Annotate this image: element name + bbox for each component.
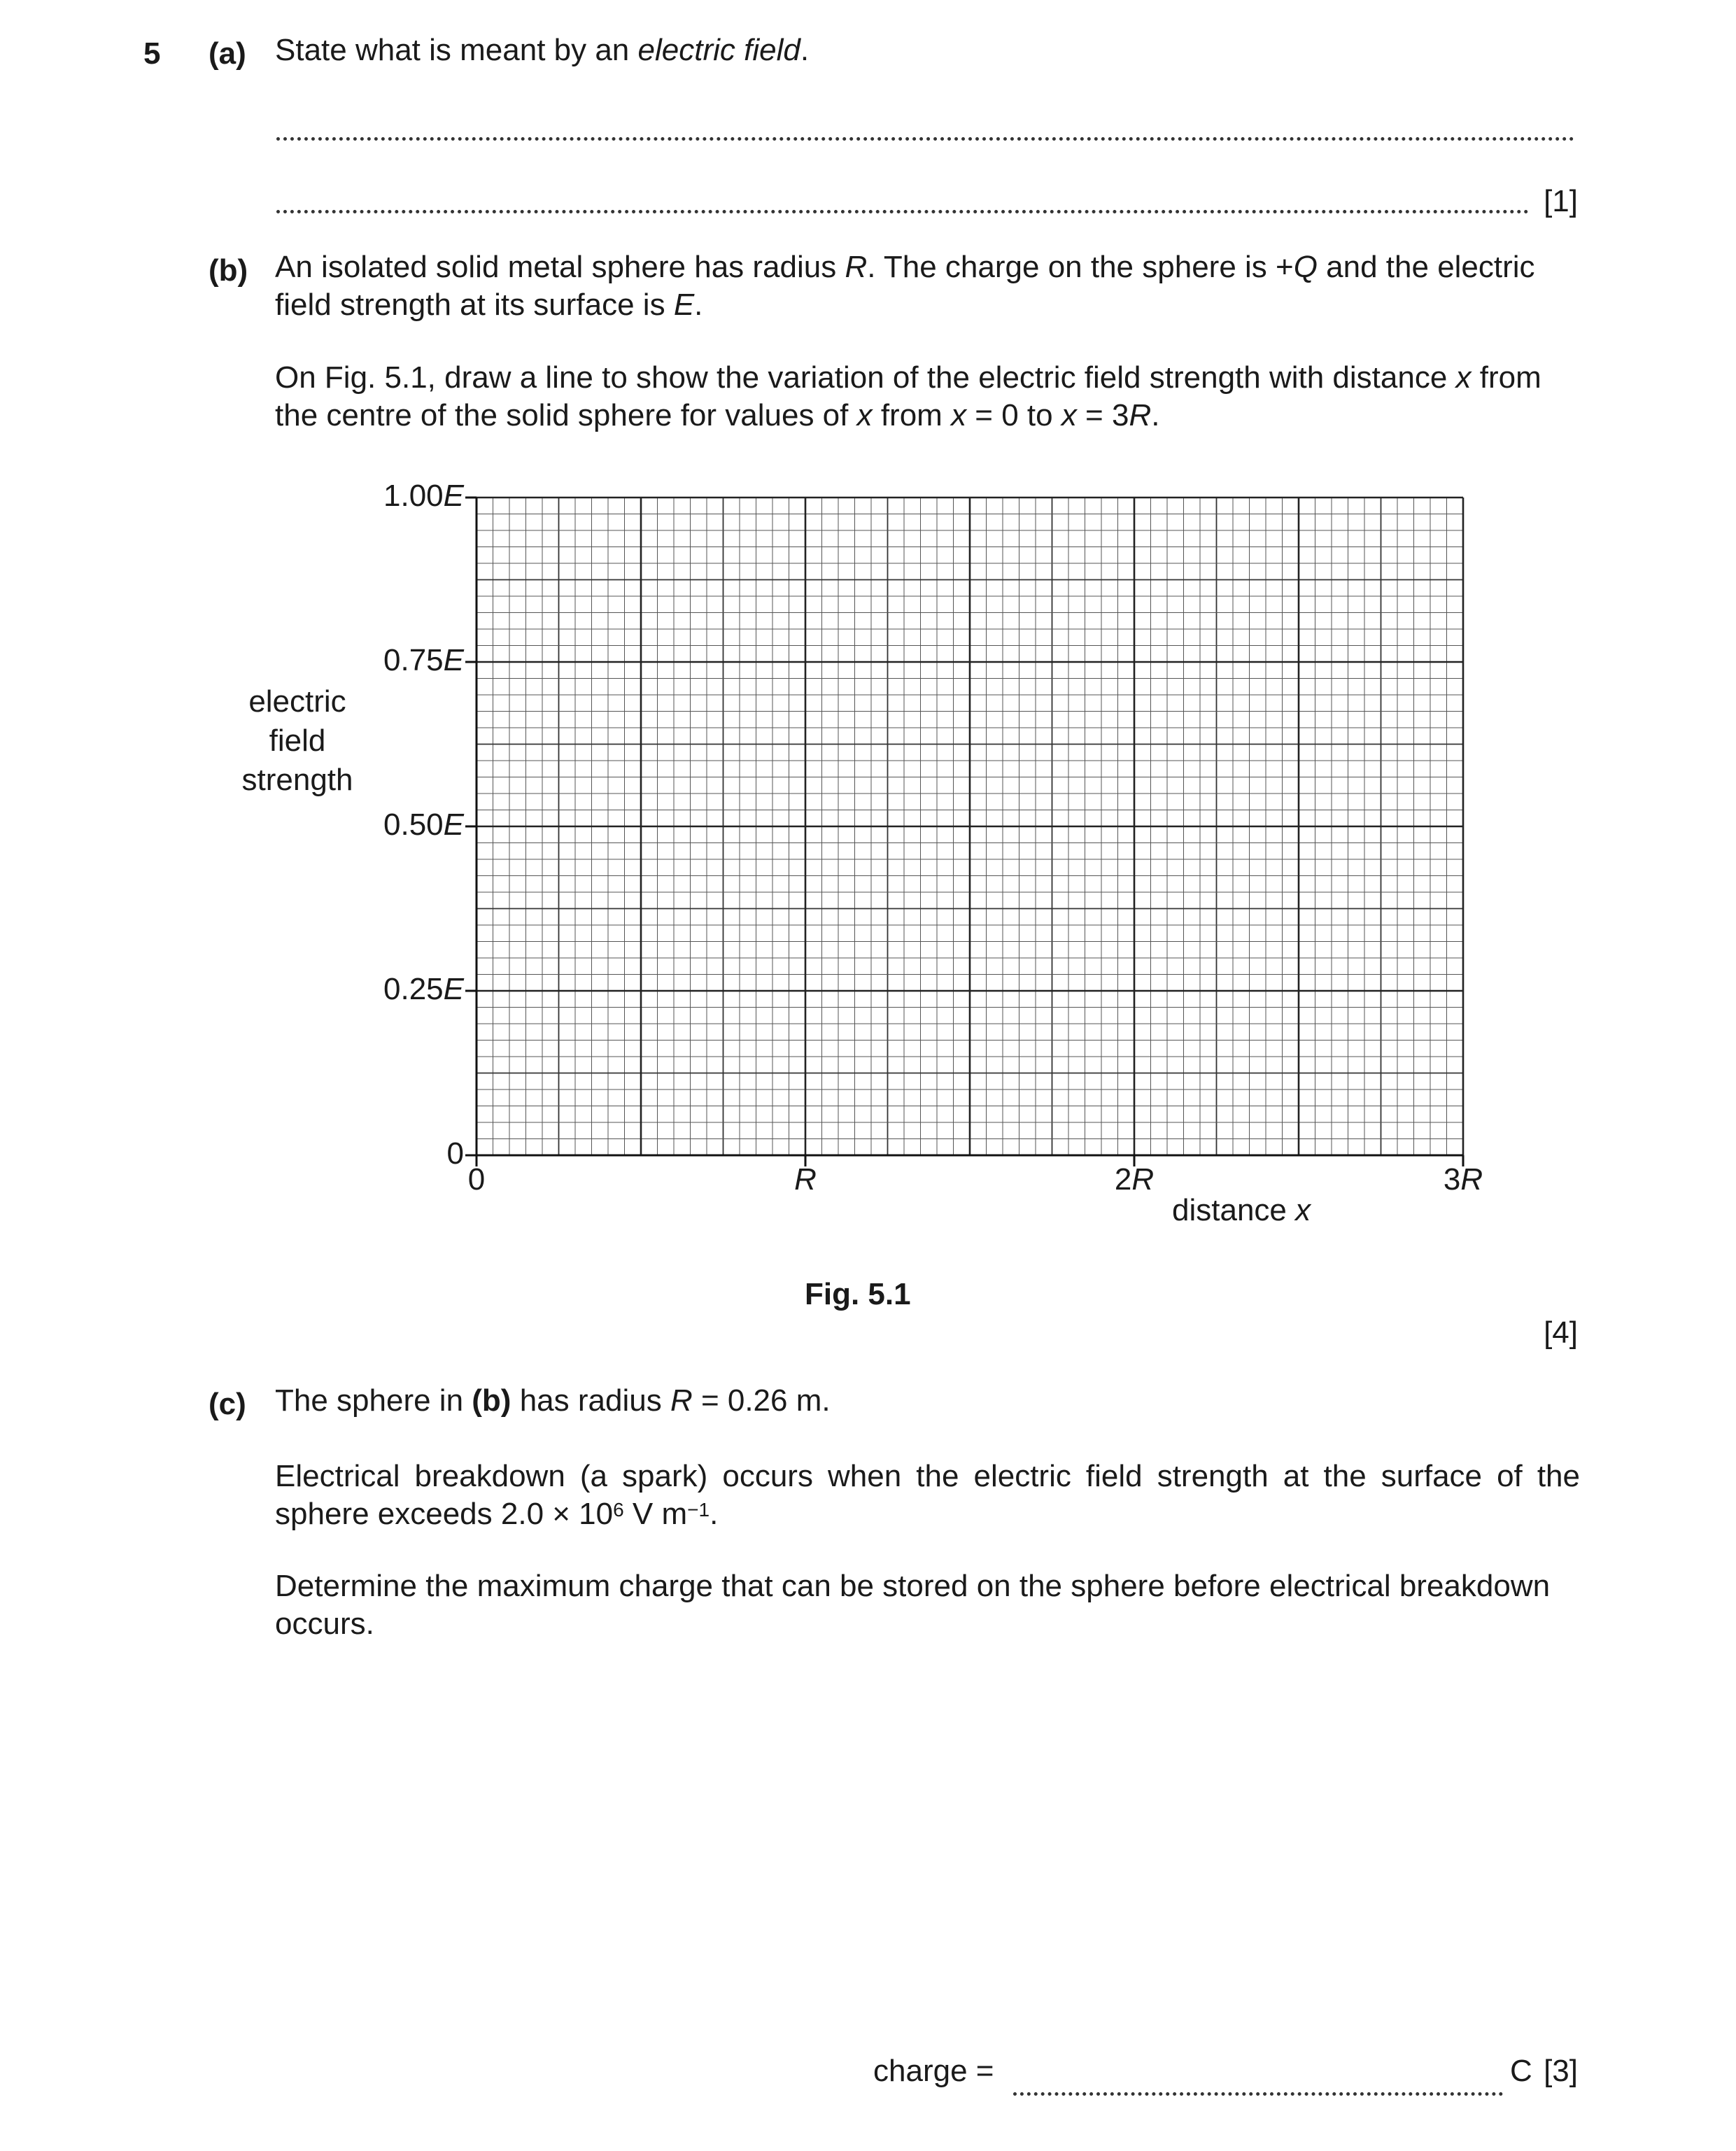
symbol-x: x (1455, 360, 1472, 395)
x-tick-value: 3 (1443, 1162, 1461, 1197)
part-c-task (275, 1567, 1580, 1643)
part-c-breakdown-line-2 (275, 1495, 1580, 1533)
text-segment: the centre of the solid sphere for values of (275, 398, 857, 432)
part-a-prompt-end: . (800, 33, 810, 67)
text-segment: sphere exceeds 2.0 × 10 (275, 1497, 614, 1531)
x-tick-value: 2 (1114, 1162, 1132, 1197)
part-b-label: (b) (209, 253, 248, 288)
text-segment: from (872, 398, 952, 432)
text-segment: An isolated solid metal sphere has radius (275, 250, 845, 284)
text-segment: V m (623, 1497, 688, 1531)
symbol-E: E (673, 288, 695, 322)
text-segment: On Fig. 5.1, draw a line to show the variation of the electric field strength with distance (275, 360, 1456, 395)
x-axis-title (1172, 1193, 1311, 1228)
symbol-R: R (845, 250, 868, 284)
part-c-task-line-2: occurs. (275, 1607, 374, 1641)
text-segment: = 0 to (966, 398, 1061, 432)
y-axis-title-line: strength (241, 763, 353, 797)
x-tick-label (763, 1162, 847, 1197)
answer-label: charge = (873, 2054, 994, 2088)
symbol-E: E (443, 972, 464, 1006)
part-a-prompt-text: State what is meant by an (275, 33, 638, 67)
symbol-R: R (1129, 398, 1152, 432)
y-tick-label (383, 807, 464, 842)
x-tick-label (435, 1162, 518, 1197)
y-tick-label (383, 972, 464, 1007)
y-tick-label (383, 479, 464, 514)
part-a-mark: [1] (1544, 184, 1578, 218)
text-segment: = 0.26 m. (692, 1383, 831, 1418)
y-tick-value: 0 (446, 1136, 464, 1171)
x-tick-label (1092, 1162, 1176, 1197)
part-ref: (b) (472, 1383, 511, 1418)
text-segment: . (694, 288, 703, 322)
part-a-prompt-em: electric field (637, 33, 800, 67)
y-axis-title-line: electric (248, 684, 346, 719)
part-c-task-line-1: Determine the maximum charge that can be stored on the sphere before electrical breakdown (275, 1569, 1551, 1603)
symbol-E: E (443, 807, 464, 842)
part-c-mark: [3] (1544, 2054, 1578, 2088)
text-segment: . The charge on the sphere is + (867, 250, 1294, 284)
y-axis-title-line: field (269, 724, 326, 758)
x-axis-title-text: distance (1172, 1193, 1296, 1227)
part-c-breakdown (275, 1458, 1580, 1533)
answer-field[interactable] (1013, 2092, 1503, 2096)
symbol-x: x (856, 398, 873, 432)
text-segment: from (1471, 360, 1541, 395)
y-tick-value: 0.25 (383, 972, 444, 1006)
text-segment: . (710, 1497, 719, 1531)
symbol-Q: Q (1293, 250, 1318, 284)
y-axis-title (231, 682, 364, 800)
answer-unit: C (1510, 2054, 1532, 2088)
part-a-label: (a) (209, 36, 246, 71)
symbol-E: E (443, 643, 464, 677)
symbol-R: R (794, 1162, 817, 1197)
symbol-R: R (1131, 1162, 1155, 1197)
text-segment: The sphere in (275, 1383, 472, 1418)
symbol-x: x (1295, 1193, 1311, 1227)
question-number: 5 (143, 36, 161, 71)
figure-caption: Fig. 5.1 (805, 1277, 911, 1311)
symbol-x: x (951, 398, 967, 432)
part-c-statement (275, 1382, 831, 1420)
part-c-label: (c) (209, 1387, 246, 1421)
text-segment: . (1151, 398, 1160, 432)
y-tick-value: 0.75 (383, 643, 444, 677)
graph-ticks (465, 498, 1463, 1166)
text-segment: field strength at its surface is (275, 288, 674, 322)
text-segment: has radius (511, 1383, 670, 1418)
exponent: −1 (687, 1499, 710, 1521)
symbol-x: x (1061, 398, 1077, 432)
symbol-R: R (670, 1383, 693, 1418)
x-tick-value: 0 (467, 1162, 486, 1197)
x-tick-label (1421, 1162, 1505, 1197)
part-b-mark: [4] (1544, 1316, 1578, 1350)
text-segment: = 3 (1076, 398, 1129, 432)
part-c-breakdown-line-1: Electrical breakdown (a spark) occurs when the electric field strength at the surface of the (275, 1459, 1580, 1493)
y-tick-label (383, 643, 464, 678)
symbol-E: E (443, 479, 464, 513)
text-segment: and the electric (1317, 250, 1535, 284)
exponent: 6 (613, 1499, 624, 1521)
y-tick-value: 1.00 (383, 479, 444, 513)
y-tick-value: 0.50 (383, 807, 444, 842)
symbol-R: R (1460, 1162, 1483, 1197)
